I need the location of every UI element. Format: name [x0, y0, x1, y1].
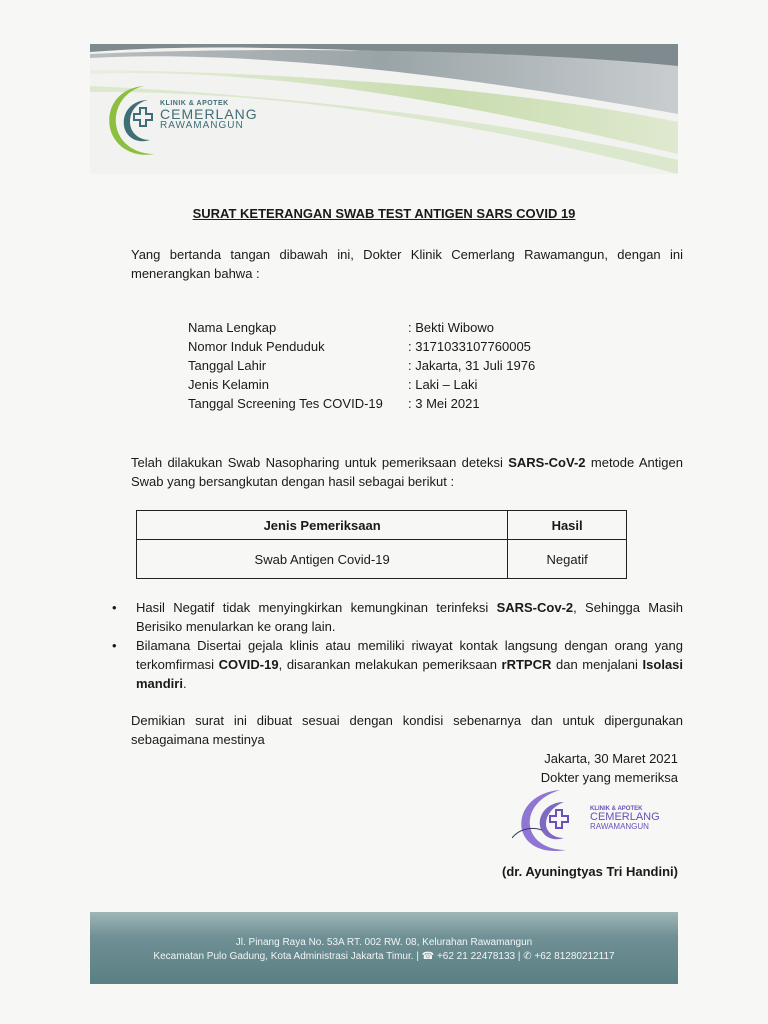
stamp-line-2: CEMERLANG — [590, 811, 660, 823]
bullet-icon: • — [112, 638, 117, 653]
note-text: , disarankan melakukan pemeriksaan — [278, 657, 502, 672]
note-bold: rRTPCR — [501, 657, 552, 672]
notes-list — [112, 598, 683, 693]
detail-row — [188, 339, 588, 358]
detail-label: Tanggal Lahir — [188, 358, 267, 373]
footer-address-line-2: Kecamatan Pulo Gadung, Kota Administrasi Jakarta Timur. | ☎ +62 21 22478133 | ✆ +62 81280212117 — [153, 951, 615, 962]
patient-details — [188, 320, 588, 415]
logo-line-3: RAWAMANGUN — [160, 120, 244, 131]
clinic-logo-icon — [104, 80, 164, 160]
note-text: Hasil Negatif tidak menyingkirkan kemungkinan terinfeksi — [136, 600, 497, 615]
note-text: , Sehingga Masih Berisiko menularkan ke orang lain. — [136, 600, 683, 634]
table-header-row — [137, 511, 627, 540]
table-cell: Negatif — [508, 540, 627, 579]
clinic-stamp — [512, 786, 682, 856]
detail-label: Nama Lengkap — [188, 320, 277, 335]
table-cell: Swab Antigen Covid-19 — [137, 540, 508, 579]
footer-address-line-1: Jl. Pinang Raya No. 53A RT. 002 RW. 08, Kelurahan Rawamangun — [235, 937, 533, 948]
logo-line-2: CEMERLANG — [160, 106, 258, 122]
stamp-line-3: RAWAMANGUN — [590, 822, 649, 831]
stamp-text — [590, 806, 660, 831]
stamp-line-1: KLINIK & APOTEK — [590, 806, 643, 812]
note-text: . — [182, 676, 187, 691]
note-bold: SARS-Cov-2 — [496, 600, 574, 615]
table-row — [137, 540, 627, 579]
result-table — [136, 510, 627, 579]
signature-role: Dokter yang memeriksa — [540, 770, 678, 785]
document-title: SURAT KETERANGAN SWAB TEST ANTIGEN SARS COVID 19 — [192, 206, 576, 221]
test-text-after: metode Antigen Swab yang bersangkutan dengan hasil sebagai berikut : — [131, 455, 683, 489]
detail-row — [188, 320, 588, 339]
detail-value: : 3171033107760005 — [408, 339, 531, 354]
list-item — [112, 636, 683, 693]
table-header-cell: Hasil — [508, 511, 627, 540]
doctor-name: (dr. Ayuningtyas Tri Handini) — [502, 864, 678, 879]
letterhead-footer — [90, 912, 678, 984]
detail-row — [188, 358, 588, 377]
detail-value: : Laki – Laki — [408, 377, 478, 392]
clinic-logo-text — [160, 100, 258, 131]
note-text: dan menjalani — [551, 657, 643, 672]
detail-row — [188, 396, 588, 415]
intro-paragraph: Yang bertanda tangan dibawah ini, Dokter Klinik Cemerlang Rawamangun, dengan ini menerangkan bahwa : — [131, 247, 683, 281]
note-text: Bilamana Disertai gejala klinis atau memiliki riwayat kontak langsung dengan orang yang terkomfirmasi — [136, 638, 683, 672]
closing-paragraph: Demikian surat ini dibuat sesuai dengan kondisi sebenarnya dan untuk dipergunakan sebagaimana mestinya — [131, 713, 683, 747]
list-item — [112, 598, 683, 636]
detail-value: : 3 Mei 2021 — [408, 396, 480, 411]
clinic-logo — [104, 80, 258, 160]
signature-place-date: Jakarta, 30 Maret 2021 — [544, 751, 678, 766]
test-text-before: Telah dilakukan Swab Nasopharing untuk pemeriksaan deteksi — [131, 455, 509, 470]
detail-value: : Jakarta, 31 Juli 1976 — [408, 358, 536, 373]
bullet-icon: • — [112, 600, 117, 615]
note-bold: COVID-19 — [218, 657, 279, 672]
test-paragraph — [131, 453, 683, 491]
detail-label: Tanggal Screening Tes COVID-19 — [188, 396, 383, 411]
detail-label: Nomor Induk Penduduk — [188, 339, 325, 354]
detail-row — [188, 377, 588, 396]
signature-block — [541, 749, 678, 787]
test-text-bold: SARS-CoV-2 — [508, 455, 586, 470]
stamp-logo-icon — [512, 786, 592, 856]
logo-line-1: KLINIK & APOTEK — [160, 100, 229, 107]
note-bold: Isolasi mandiri — [136, 657, 684, 691]
table-header-cell: Jenis Pemeriksaan — [137, 511, 508, 540]
detail-label: Jenis Kelamin — [188, 377, 269, 392]
detail-value: : Bekti Wibowo — [408, 320, 494, 335]
